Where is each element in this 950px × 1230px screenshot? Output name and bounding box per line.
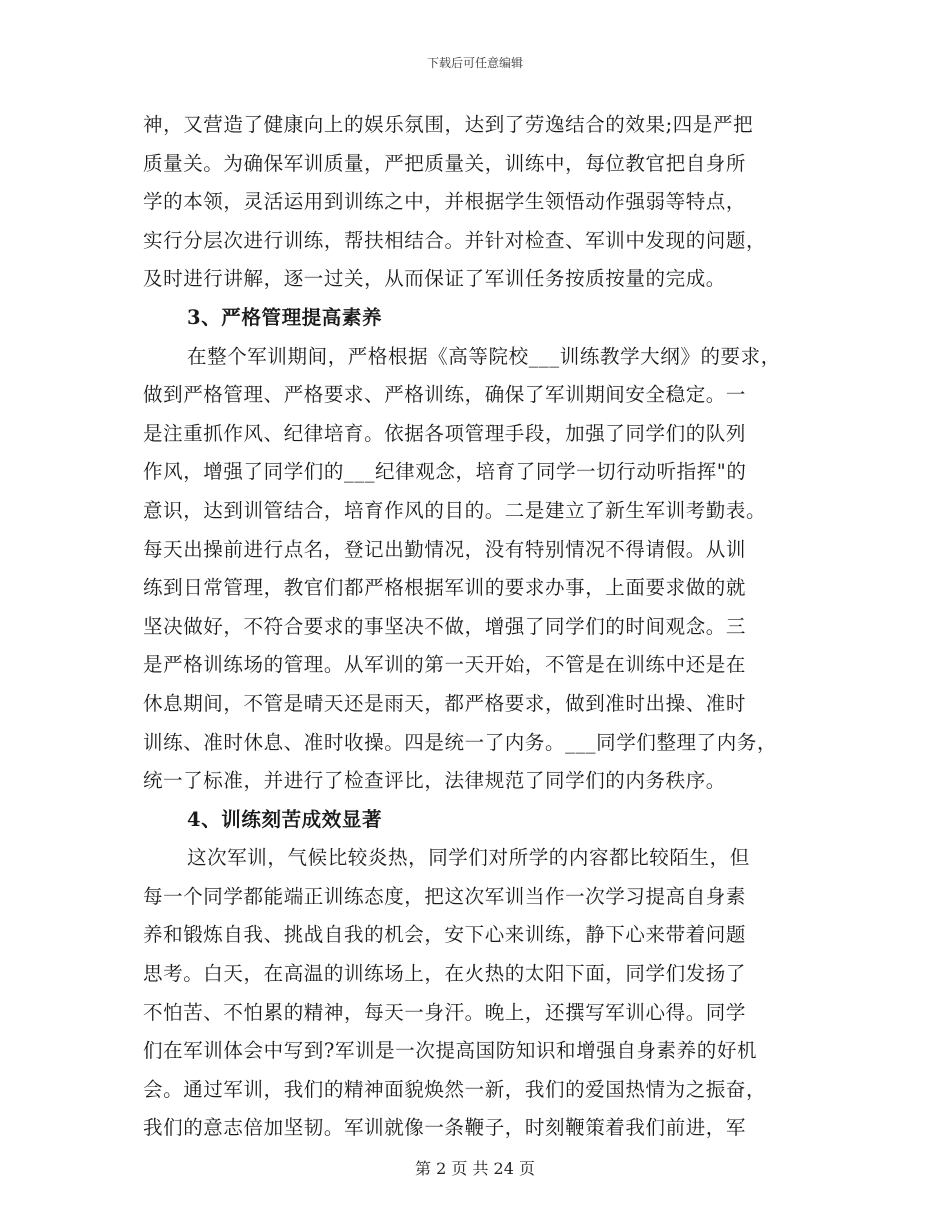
page-header: 下载后可任意编辑 (426, 56, 523, 70)
text-line: 练到日常管理，教官们都严格根据军训的要求办事，上面要求做的就 (143, 576, 747, 600)
page-footer: 第 2 页 共 24 页 (415, 1159, 535, 1178)
section-heading: 3、严格管理提高素养 (187, 305, 383, 329)
text-line: 是注重抓作风、纪律培育。依据各项管理手段，加强了同学们的队列 (143, 421, 747, 445)
text-line: 意识，达到训管结合，培育作风的目的。二是建立了新生军训考勤表。 (143, 498, 767, 522)
text-line: 及时进行讲解，逐一过关，从而保证了军训任务按质按量的完成。 (143, 267, 726, 291)
text-line: 在整个军训期间，严格根据《高等院校___训练教学大纲》的要求， (187, 344, 781, 368)
text-line: 每天出操前进行点名，登记出勤情况，没有特别情况不得请假。从训 (143, 537, 747, 561)
text-line: 神，又营造了健康向上的娱乐氛围，达到了劳逸结合的效果;四是严把 (143, 113, 754, 136)
text-line: 们在军训体会中写到?军训是一次提高国防知识和增强自身素养的好机 (143, 1039, 758, 1063)
text-line: 作风，增强了同学们的___纪律观念，培育了同学一切行动听指挥"的 (143, 460, 747, 484)
document-body (143, 106, 833, 1148)
text-line: 坚决做好，不符合要求的事坚决不做，增强了同学们的时间观念。三 (143, 614, 747, 638)
text-line: 学的本领，灵活运用到训练之中，并根据学生领悟动作强弱等特点， (143, 190, 747, 214)
text-line: 休息期间，不管是晴天还是雨天，都严格要求，做到准时出操、准时 (143, 691, 747, 715)
text-line: 每一个同学都能端正训练态度，把这次军训当作一次学习提高自身素 (143, 884, 747, 908)
text-line: 会。通过军训，我们的精神面貌焕然一新，我们的爱国热情为之振奋， (143, 1077, 767, 1101)
text-line: 统一了标准，并进行了检查评比，法律规范了同学们的内务秩序。 (143, 769, 726, 793)
section-heading: 4、训练刻苦成效显著 (187, 807, 383, 831)
text-line: 思考。白天，在高温的训练场上，在火热的太阳下面，同学们发扬了 (143, 962, 747, 986)
text-line: 实行分层次进行训练，帮扶相结合。并针对检查、军训中发现的问题， (143, 228, 767, 252)
text-line: 养和锻炼自我、挑战自我的机会，安下心来训练，静下心来带着问题 (143, 923, 747, 947)
text-line: 质量关。为确保军训质量，严把质量关，训练中，每位教官把自身所 (143, 151, 747, 175)
text-line: 我们的意志倍加坚韧。军训就像一条鞭子，时刻鞭策着我们前进，军 (143, 1116, 747, 1140)
text-line: 不怕苦、不怕累的精神，每天一身汗。晚上，还撰写军训心得。同学 (143, 1000, 747, 1024)
text-line: 做到严格管理、严格要求、严格训练，确保了军训期间安全稳定。一 (143, 383, 747, 407)
text-line: 是严格训练场的管理。从军训的第一天开始，不管是在训练中还是在 (143, 653, 747, 677)
text-line: 这次军训，气候比较炎热，同学们对所学的内容都比较陌生，但 (187, 846, 750, 870)
text-line: 训练、准时休息、准时收操。四是统一了内务。___同学们整理了内务， (143, 730, 778, 754)
